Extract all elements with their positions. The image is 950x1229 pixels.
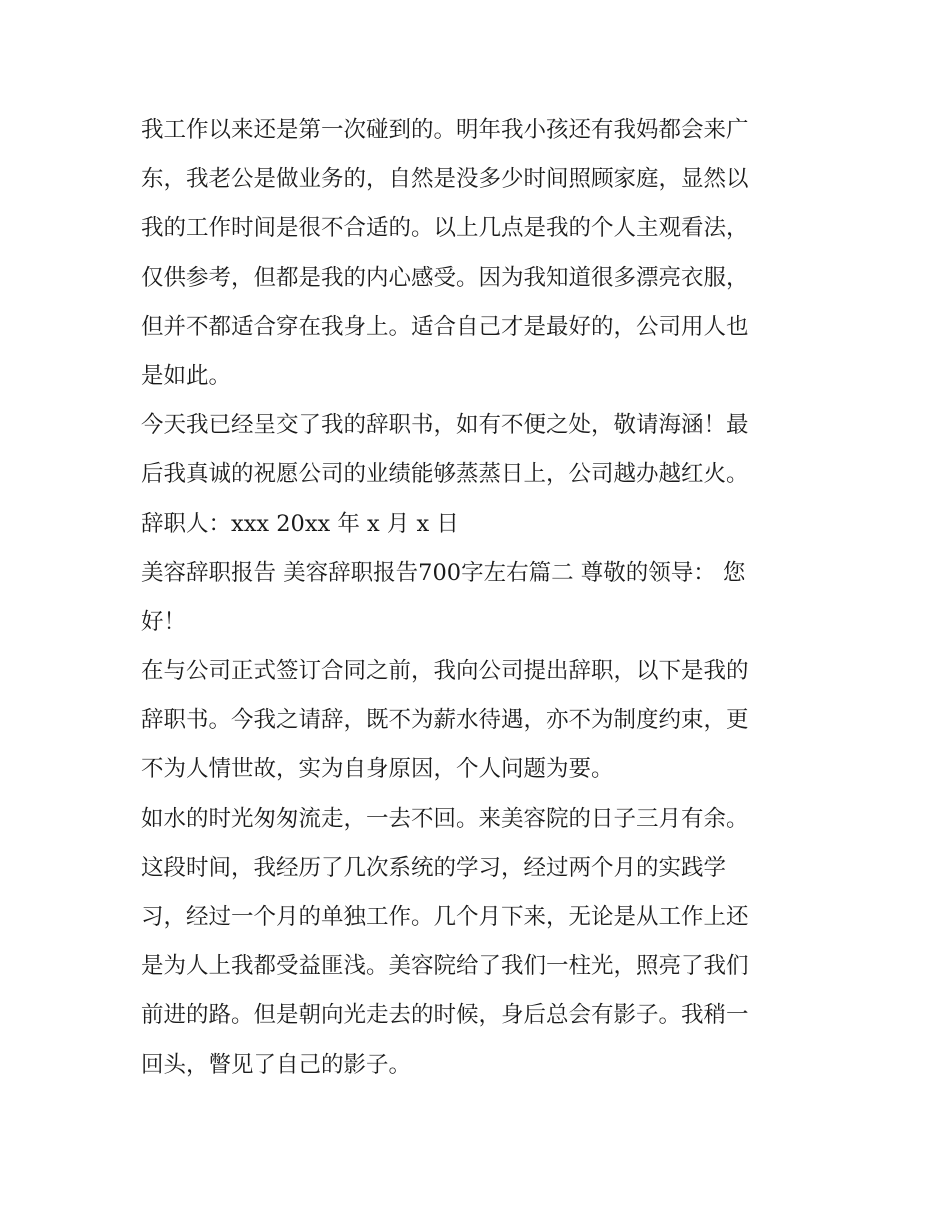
text-line: 我的工作时间是很不合适的。以上几点是我的个人主观看法，: [141, 215, 749, 242]
text-line: 后我真诚的祝愿公司的业绩能够蒸蒸日上，公司越办越红火。: [141, 461, 749, 488]
text-line: 今天我已经呈交了我的辞职书，如有不便之处，敬请海涵！最: [141, 412, 749, 439]
text-line: 习，经过一个月的单独工作。几个月下来，无论是从工作上还: [141, 904, 749, 930]
text-line: 如水的时光匆匆流走，一去不回。来美容院的日子三月有余。: [141, 805, 749, 832]
text-line: 是如此。: [141, 362, 232, 389]
text-line: 东，我老公是做业务的，自然是没多少时间照顾家庭，显然以: [141, 166, 749, 193]
text-line: 前进的路。但是朝向光走去的时候，身后总会有影子。我稍一: [141, 1002, 749, 1029]
text-line: 是为人上我都受益匪浅。美容院给了我们一柱光，照亮了我们: [141, 953, 749, 980]
document-text: [141, 106, 813, 1090]
text-line: 回头，瞥见了自己的影子。: [141, 1051, 412, 1078]
text-line: 这段时间，我经历了几次系统的学习，经过两个月的实践学: [141, 854, 727, 881]
text-line: 我工作以来还是第一次碰到的。明年我小孩还有我妈都会来广: [141, 117, 749, 143]
text-line: 好！: [141, 608, 187, 635]
text-line: 不为人情世故，实为自身原因，个人问题为要。: [141, 756, 614, 783]
section-heading-line: 美容辞职报告 美容辞职报告700字左右篇二 尊敬的领导： 您: [141, 559, 746, 586]
text-line: 仅供参考，但都是我的内心感受。因为我知道很多漂亮衣服，: [141, 264, 749, 291]
signature-line: 辞职人：xxx 20xx 年 x 月 x 日: [141, 510, 459, 537]
text-line: 辞职书。今我之请辞，既不为薪水待遇，亦不为制度约束，更: [141, 707, 749, 734]
text-line: 但并不都适合穿在我身上。适合自己才是最好的，公司用人也: [141, 313, 749, 340]
text-line: 在与公司正式签订合同之前，我向公司提出辞职，以下是我的: [141, 658, 749, 685]
